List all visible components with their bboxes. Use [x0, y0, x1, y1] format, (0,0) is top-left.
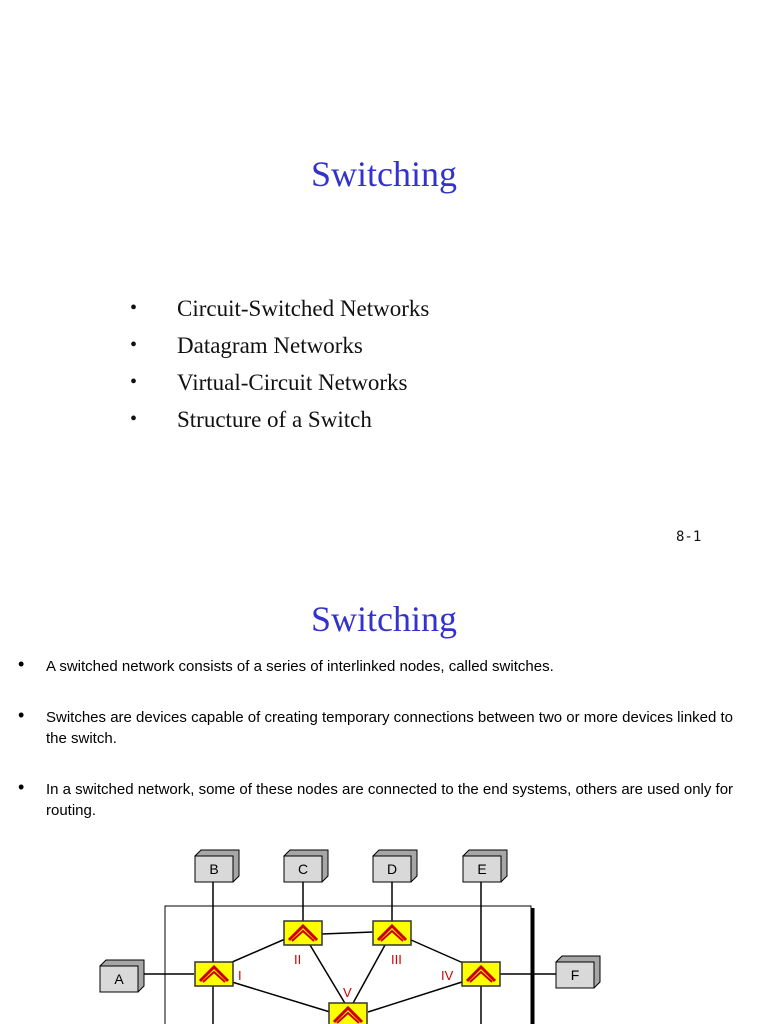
switch-icon	[373, 921, 411, 945]
switch-icon	[329, 1003, 367, 1024]
end-system-a	[100, 960, 144, 992]
list-item	[18, 707, 753, 749]
end-system-b	[195, 850, 239, 882]
switch-icon	[195, 962, 233, 986]
end-system-e	[463, 850, 507, 882]
list-item	[130, 403, 429, 440]
bullet-text: Circuit-Switched Networks	[177, 296, 430, 321]
bullet-text: Structure of a Switch	[177, 407, 372, 432]
switch-iii	[373, 921, 411, 967]
bullet-text: Virtual-Circuit Networks	[177, 370, 408, 395]
list-item	[18, 779, 753, 821]
switch-label: II	[294, 952, 302, 967]
switch-iv	[441, 962, 500, 986]
link-i-v	[232, 982, 330, 1012]
end-system-label: E	[477, 861, 487, 877]
bullet-icon: •	[130, 297, 138, 319]
bullet-text: A switched network consists of a series of interlinked nodes, called switches.	[46, 658, 554, 675]
bullet-icon: •	[18, 705, 25, 725]
end-system-label: C	[297, 861, 309, 877]
link-iii-v	[352, 945, 385, 1005]
end-system-label: B	[209, 861, 219, 877]
slide-1-title: Switching	[310, 154, 457, 194]
slide-2-bullet-list	[18, 656, 753, 821]
bullet-icon: •	[130, 334, 138, 356]
list-item	[18, 656, 753, 677]
end-system-label: A	[114, 971, 124, 987]
link-ii-v	[310, 945, 346, 1005]
end-system-d	[373, 850, 417, 882]
end-system-c	[284, 850, 328, 882]
switch-label: V	[343, 985, 352, 1000]
slide-2	[0, 570, 768, 1024]
link-ii-iii	[322, 932, 373, 934]
end-system-f	[556, 956, 600, 988]
bullet-text: In a switched network, some of these nodes are connected to the end systems, others are used only for routing.	[46, 781, 734, 819]
bullet-icon: •	[130, 371, 138, 393]
switch-ii	[284, 921, 322, 967]
end-system-label: D	[386, 861, 398, 877]
switch-label: IV	[441, 968, 454, 983]
list-item	[130, 366, 429, 403]
slide-1-bullet-list	[130, 292, 429, 440]
page-number: 8-1	[676, 529, 702, 545]
slide-2-title: Switching	[310, 599, 457, 639]
switched-network-diagram	[0, 840, 768, 1024]
switch-label: III	[391, 952, 402, 967]
bullet-icon: •	[18, 654, 25, 674]
switch-label: I	[238, 968, 242, 983]
bullet-text: Datagram Networks	[177, 333, 363, 358]
bullet-text: Switches are devices capable of creating temporary connections between two or more devices linked to the switch.	[46, 709, 734, 747]
end-system-label: F	[570, 967, 580, 983]
switch-v	[329, 985, 367, 1024]
link-iv-v	[368, 982, 462, 1012]
switch-icon	[462, 962, 500, 986]
link-iii-iv	[402, 936, 470, 966]
list-item	[130, 292, 429, 329]
bullet-icon: •	[18, 777, 25, 797]
bullet-icon: •	[130, 408, 138, 430]
switch-icon	[284, 921, 322, 945]
list-item	[130, 329, 429, 366]
